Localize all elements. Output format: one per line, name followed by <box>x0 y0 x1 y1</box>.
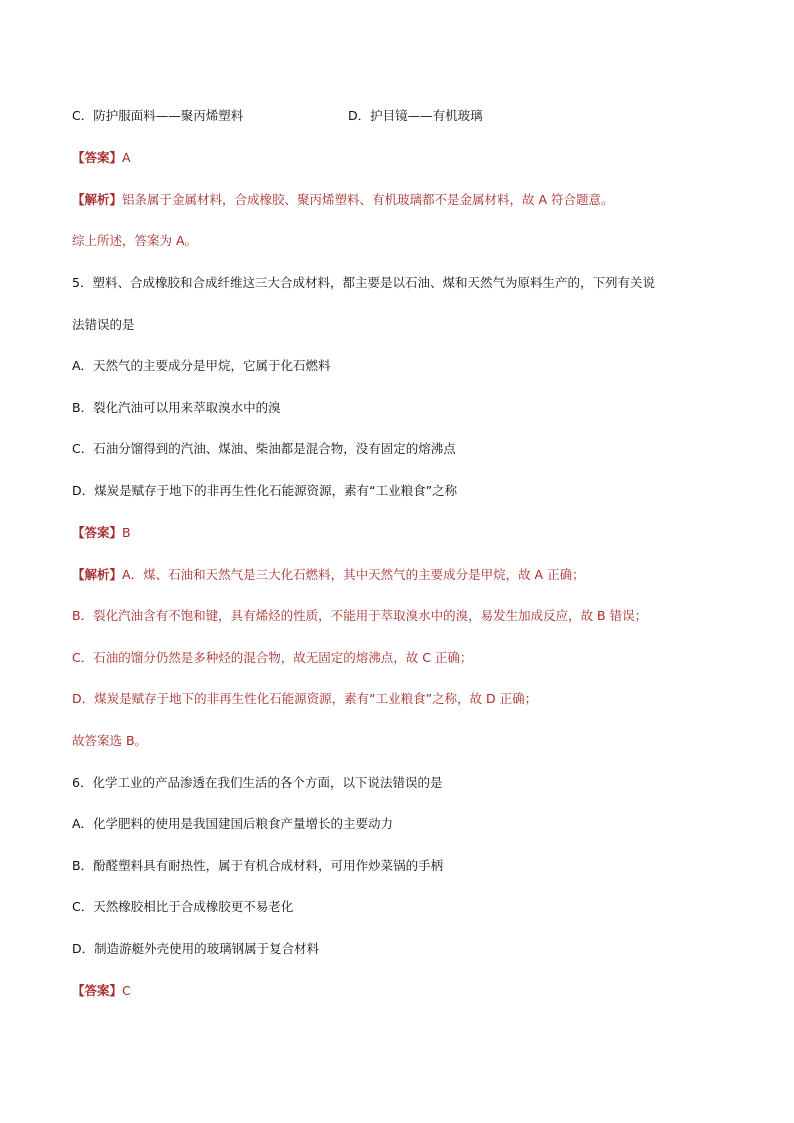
q4-option-d: D．护目镜——有机玻璃 <box>348 108 483 123</box>
q5-option-b: B．裂化汽油可以用来萃取溴水中的溴 <box>72 400 281 415</box>
answer-value: C <box>122 983 131 998</box>
q5-stem-line1: 5．塑料、合成橡胶和合成纤维这三大合成材料，都主要是以石油、煤和天然气为原料生产的，下列有关说 <box>72 275 655 290</box>
q6-option-a: A．化学肥料的使用是我国建国后粮食产量增长的主要动力 <box>72 816 394 831</box>
answer-value: B <box>122 525 131 540</box>
q4-explanation <box>72 191 614 209</box>
answer-label: 【答案】 <box>72 983 123 998</box>
q5-option-c: C．石油分馏得到的汽油、煤油、柴油都是混合物，没有固定的熔沸点 <box>72 441 456 456</box>
q5-stem-line2: 法错误的是 <box>72 317 135 332</box>
q5-summary: 故答案选 B。 <box>72 733 148 748</box>
explanation-text: A．煤、石油和天然气是三大化石燃料，其中天然气的主要成分是甲烷，故 A 正确； <box>122 567 585 582</box>
q4-option-c: C．防护服面料——聚丙烯塑料 <box>72 108 244 123</box>
q6-option-d: D．制造游艇外壳使用的玻璃钢属于复合材料 <box>72 941 320 956</box>
answer-label: 【答案】 <box>72 150 123 165</box>
q5-explanation-d: D．煤炭是赋存于地下的非再生性化石能源资源，素有“工业粮食”之称，故 D 正确； <box>72 691 538 706</box>
q5-explanation-b: B．裂化汽油含有不饱和键，具有烯烃的性质，不能用于萃取溴水中的溴，易发生加成反应，故 B 错误； <box>72 608 648 623</box>
explanation-label: 【解析】 <box>72 192 123 207</box>
q5-explanation-c: C．石油的馏分仍然是多种烃的混合物，故无固定的熔沸点，故 C 正确； <box>72 650 473 665</box>
answer-value: A <box>122 150 131 165</box>
q5-explanation-a <box>72 566 585 584</box>
explanation-label: 【解析】 <box>72 567 123 582</box>
q5-answer <box>72 524 131 542</box>
q6-option-c: C．天然橡胶相比于合成橡胶更不易老化 <box>72 899 294 914</box>
explanation-text: 铝条属于金属材料，合成橡胶、聚丙烯塑料、有机玻璃都不是金属材料，故 A 符合题意。 <box>122 192 614 207</box>
q5-option-d: D．煤炭是赋存于地下的非再生性化石能源资源，素有“工业粮食”之称 <box>72 483 458 498</box>
q6-answer <box>72 982 131 1000</box>
q5-option-a: A．天然气的主要成分是甲烷，它属于化石燃料 <box>72 358 331 373</box>
q6-stem: 6．化学工业的产品渗透在我们生活的各个方面，以下说法错误的是 <box>72 775 443 790</box>
answer-label: 【答案】 <box>72 525 123 540</box>
q4-answer <box>72 149 131 167</box>
q6-option-b: B．酚醛塑料具有耐热性，属于有机合成材料，可用作炒菜锅的手柄 <box>72 858 444 873</box>
q4-summary: 综上所述，答案为 A。 <box>72 233 198 248</box>
